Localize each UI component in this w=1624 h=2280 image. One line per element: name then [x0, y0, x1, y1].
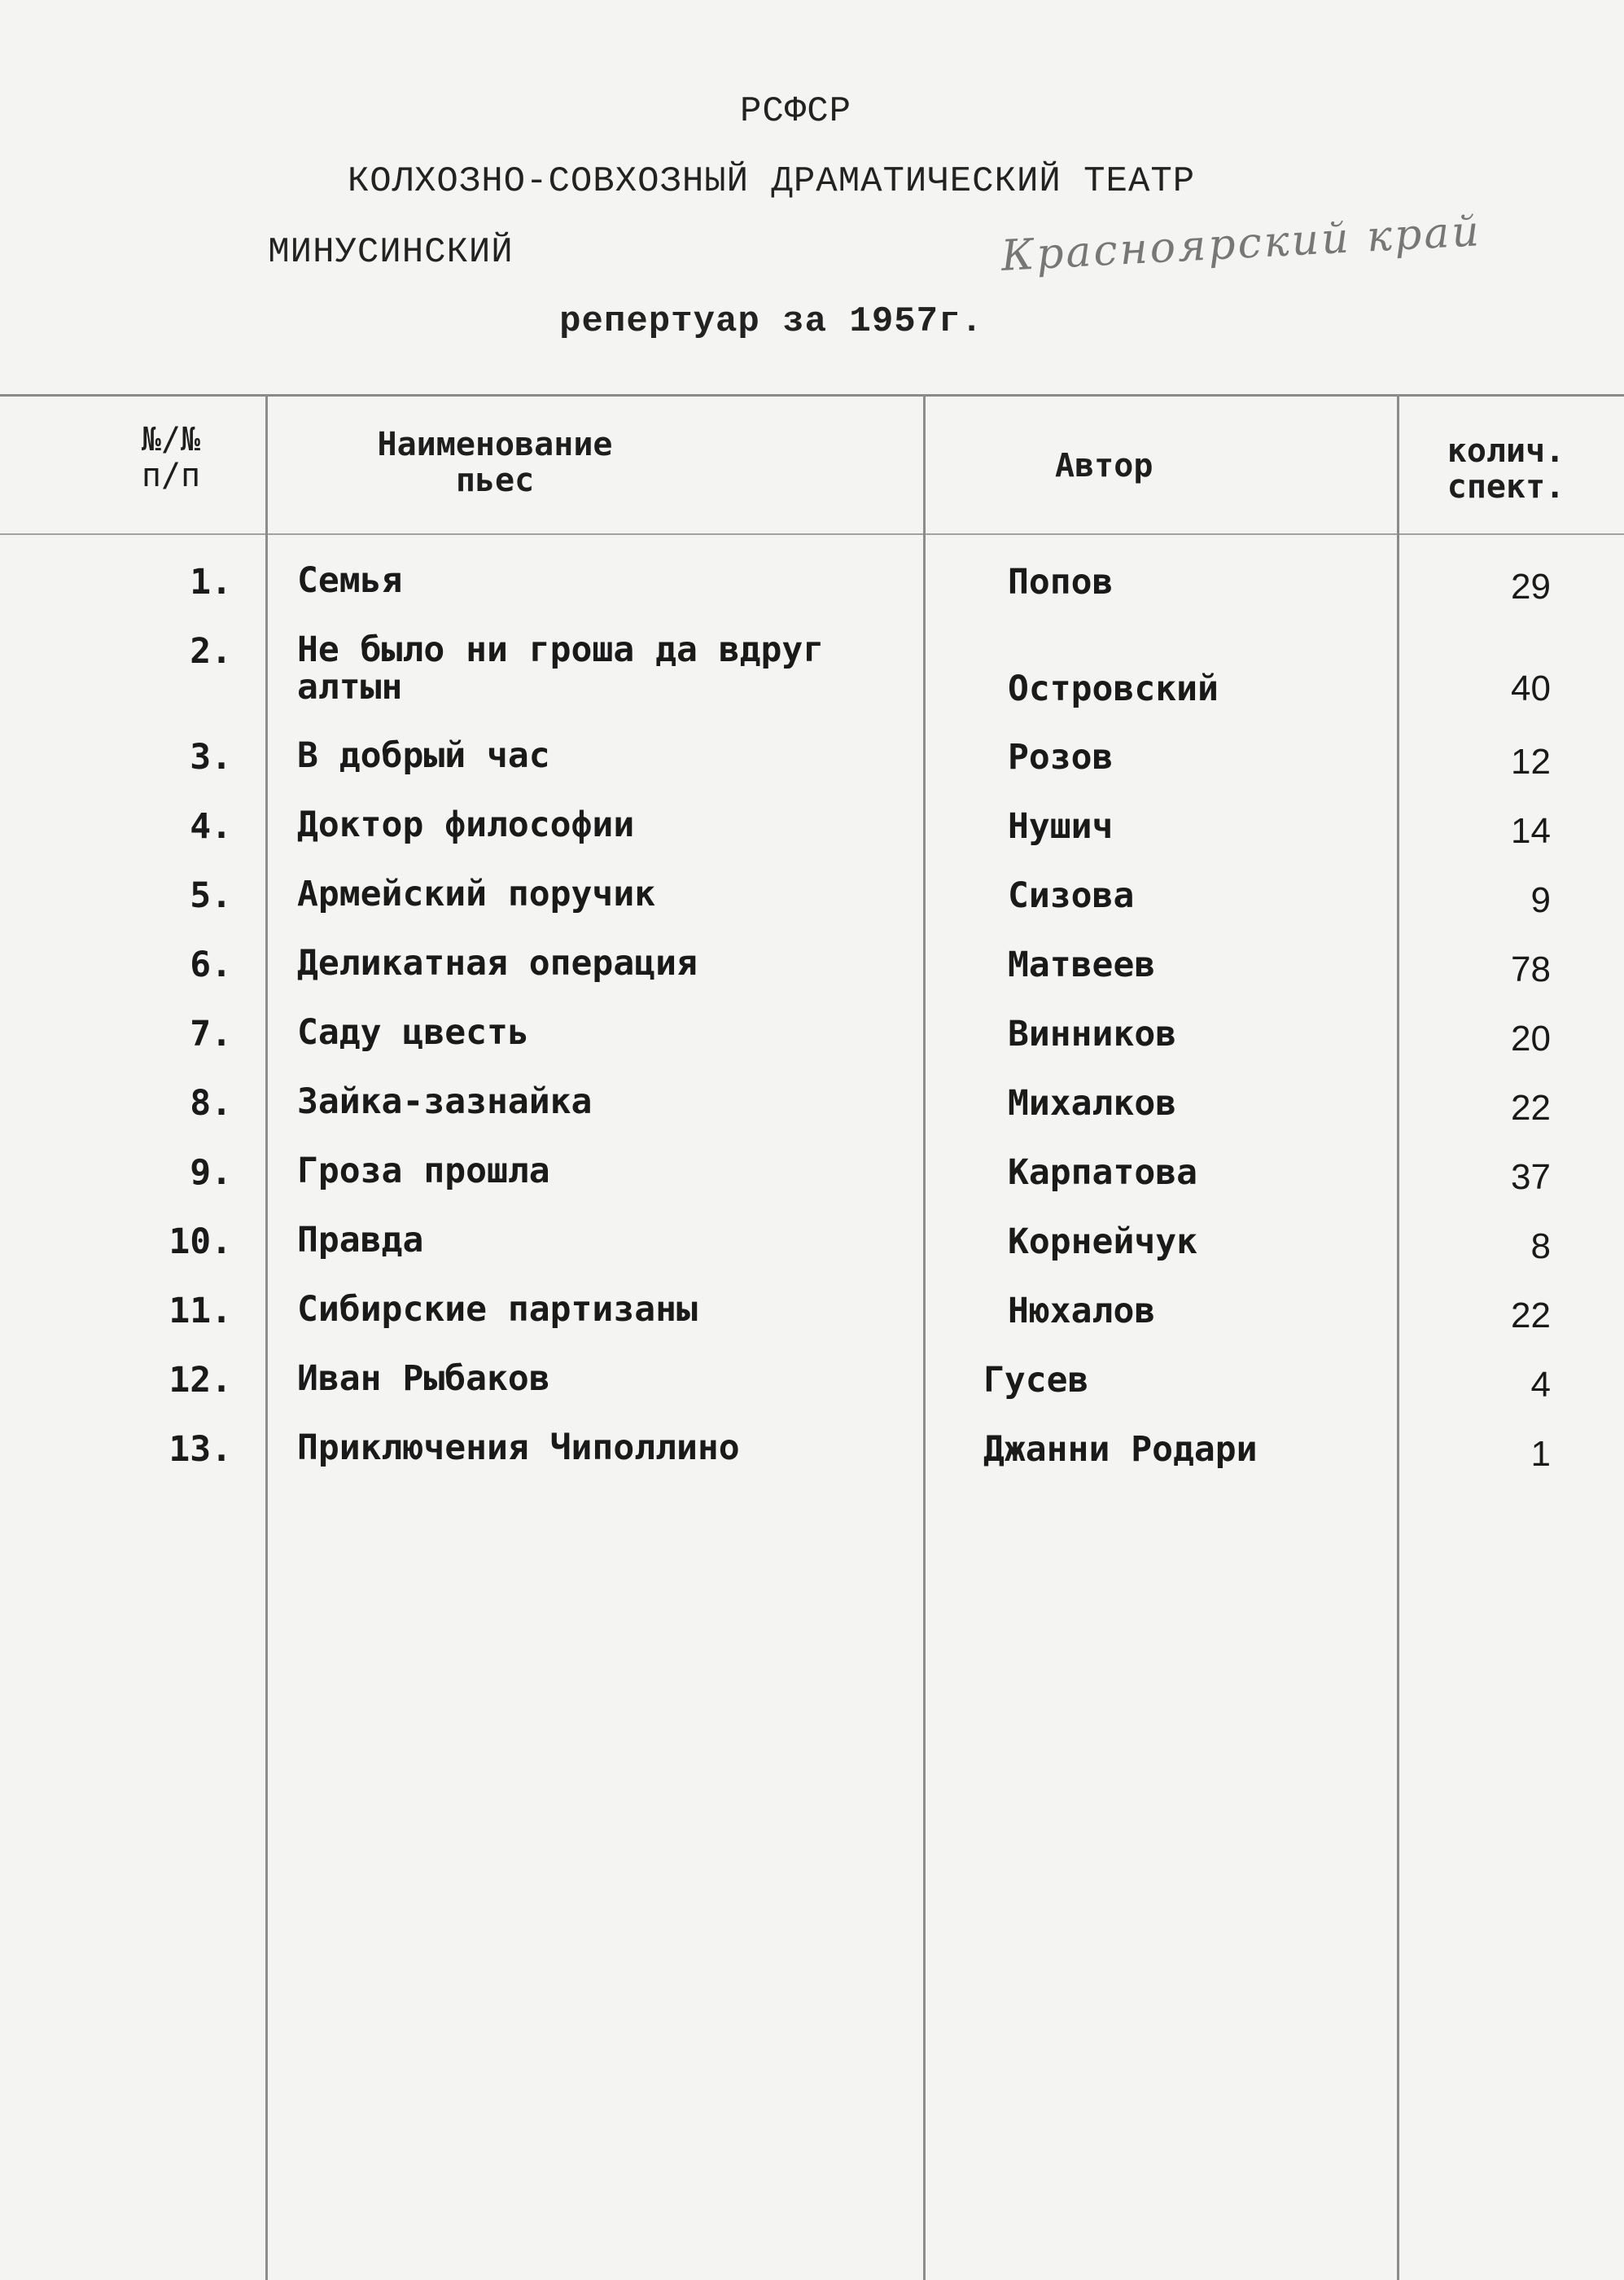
row-number: 2.	[190, 631, 232, 672]
handwritten-region-note: Красноярский край	[1000, 207, 1483, 281]
row-author: Сизова	[1008, 875, 1135, 916]
column-header-title: Наименование пьес	[377, 426, 613, 499]
row-performance-count: 4	[1530, 1365, 1551, 1405]
row-number: 1.	[190, 562, 232, 603]
row-number: 4.	[190, 806, 232, 847]
row-performance-count: 37	[1511, 1157, 1551, 1197]
column-divider-2	[923, 394, 926, 2280]
row-author: Винников	[1008, 1014, 1177, 1054]
row-play-title: Армейский поручик	[297, 874, 656, 914]
row-author: Корнейчук	[1008, 1221, 1197, 1262]
row-play-title: Зайка-зазнайка	[297, 1081, 593, 1122]
row-number: 11.	[169, 1291, 232, 1331]
table-top-rule	[0, 394, 1624, 397]
header-city: МИНУСИНСКИЙ	[268, 232, 514, 273]
row-author: Михалков	[1008, 1083, 1177, 1124]
row-play-title: Деликатная операция	[297, 943, 698, 984]
row-author: Гусев	[983, 1360, 1089, 1401]
row-author: Джанни Родари	[983, 1429, 1258, 1470]
header-repertoire-year: репертуар за 1957г.	[559, 301, 983, 342]
row-number: 7.	[190, 1014, 232, 1054]
row-author: Матвеев	[1008, 945, 1156, 985]
row-performance-count: 1	[1530, 1434, 1551, 1474]
row-performance-count: 40	[1511, 669, 1551, 708]
row-play-title: Не было ни гроша да вдруг алтын	[297, 629, 825, 708]
row-number: 12.	[169, 1360, 232, 1401]
row-author: Розов	[1008, 737, 1114, 778]
row-number: 9.	[190, 1152, 232, 1193]
row-play-title: Иван Рыбаков	[297, 1358, 550, 1399]
row-number: 3.	[190, 737, 232, 778]
row-performance-count: 14	[1511, 811, 1551, 851]
header-theatre: КОЛХОЗНО-СОВХОЗНЫЙ ДРАМАТИЧЕСКИЙ ТЕАТР	[347, 161, 1196, 202]
row-play-title: Саду цвесть	[297, 1012, 529, 1053]
column-header-count: колич. спект.	[1447, 432, 1565, 506]
row-performance-count: 20	[1511, 1019, 1551, 1059]
row-play-title: Гроза прошла	[297, 1151, 550, 1191]
column-header-number: №/№ п/п	[141, 421, 201, 494]
header-rsfsr: РСФСР	[739, 91, 852, 132]
row-performance-count: 22	[1511, 1296, 1551, 1335]
row-play-title: В добрый час	[297, 735, 550, 776]
row-play-title: Правда	[297, 1220, 424, 1261]
column-header-author: Автор	[1055, 447, 1153, 484]
row-play-title: Доктор философии	[297, 805, 635, 845]
row-performance-count: 78	[1511, 949, 1551, 989]
row-play-title: Сибирские партизаны	[297, 1289, 698, 1330]
row-number: 10.	[169, 1221, 232, 1262]
row-author: Нюхалов	[1008, 1291, 1156, 1331]
row-author: Островский	[1008, 669, 1219, 709]
table-header-rule	[0, 533, 1624, 535]
row-author: Нушич	[1008, 806, 1114, 847]
row-play-title: Приключения Чиполлино	[297, 1427, 740, 1468]
row-author: Карпатова	[1008, 1152, 1197, 1193]
column-divider-3	[1397, 394, 1399, 2280]
row-number: 8.	[190, 1083, 232, 1124]
row-performance-count: 12	[1511, 742, 1551, 782]
column-divider-1	[265, 394, 268, 2280]
row-performance-count: 22	[1511, 1088, 1551, 1128]
row-author: Попов	[1008, 562, 1114, 603]
row-number: 6.	[190, 945, 232, 985]
row-performance-count: 8	[1530, 1226, 1551, 1266]
row-play-title: Семья	[297, 560, 403, 601]
row-number: 13.	[169, 1429, 232, 1470]
row-performance-count: 9	[1530, 880, 1551, 920]
row-number: 5.	[190, 875, 232, 916]
row-performance-count: 29	[1511, 567, 1551, 607]
